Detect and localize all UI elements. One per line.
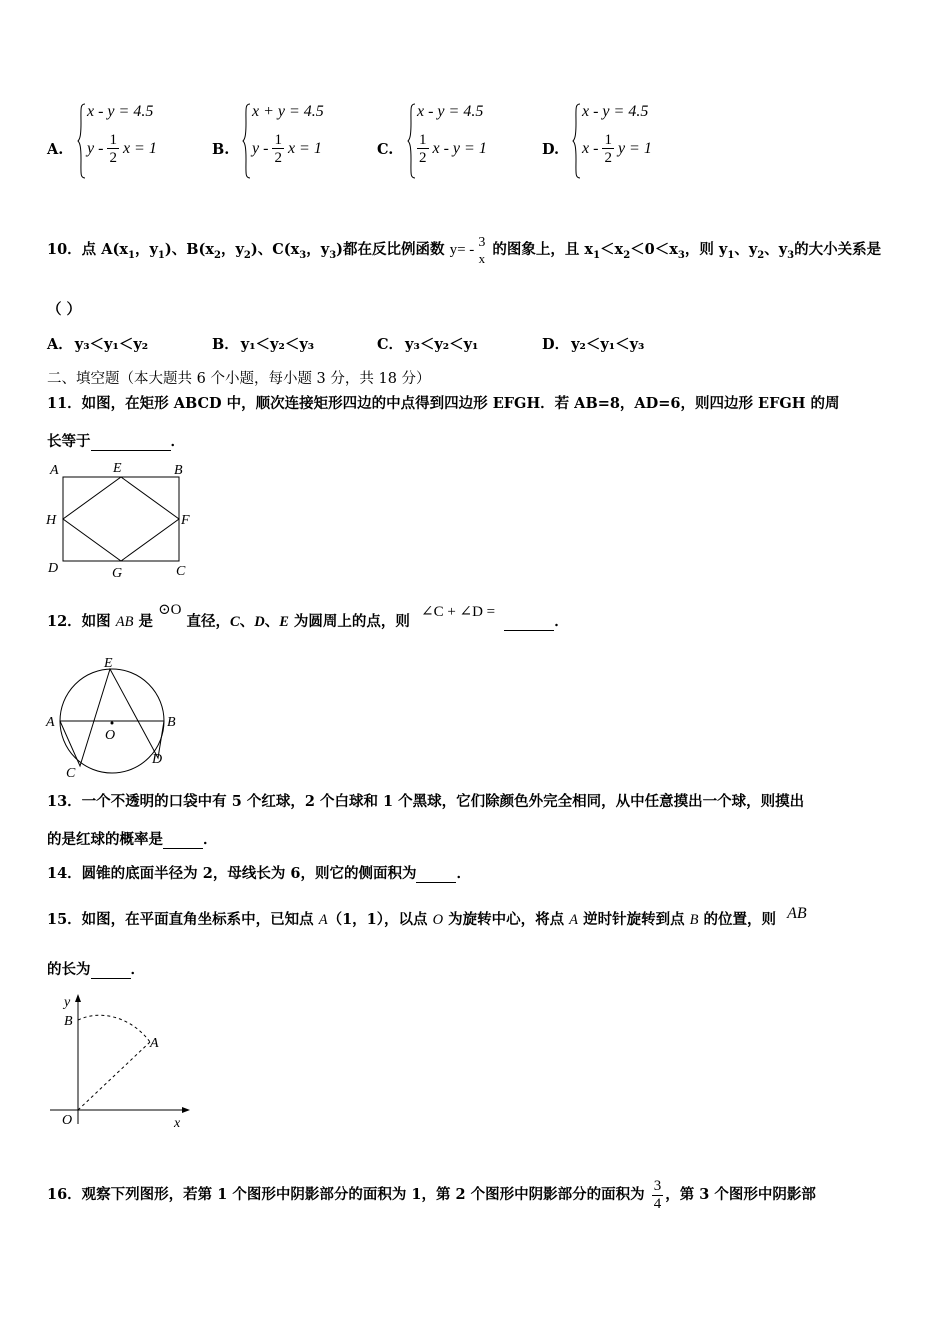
q10-option[interactable]: B． y₁＜y₂＜y₃ (212, 336, 315, 353)
brace-icon (572, 103, 582, 179)
q11-line2: 长等于 ． (47, 433, 185, 450)
q13-line1: 13．一个不透明的口袋中有 5 个红球，2 个白球和 1 个黑球，它们除颜色外完全相同，从中任意摸出一个球，则摸出 (47, 793, 805, 810)
equation-1: x - y = 4.5 (87, 103, 154, 120)
arc-ab-path (78, 1015, 150, 1042)
label-d: D (152, 752, 163, 767)
q9-equation-system (572, 103, 682, 179)
label-b: B (64, 1014, 73, 1029)
q12-circle-figure (42, 650, 192, 782)
label-a: A (150, 1036, 159, 1051)
center-dot (111, 722, 114, 725)
brace-icon (407, 103, 417, 179)
q9-equation-system (407, 103, 517, 179)
label-a: A (50, 463, 59, 478)
q12-stem: 12．如图 AB 是 ⊙O 直径，C、D、E 为圆周上的点，则 ∠C + ∠D = ． (47, 602, 569, 630)
label-c: C (176, 564, 186, 579)
q10-stem: 10．点 $A(x_1$，$y_1$)、$B(x_2$，$y_2$)、$C(x_3$，$y_3$)都在反比例函数 y= - 3 x 的图象上，且 $x_1<x_2<0<x_3$，则 $y_1$、$y_2$、$y_3$的大小关系是 (47, 235, 882, 266)
q10-paren: （ ） (47, 301, 82, 318)
label-f: F (181, 513, 190, 528)
label-d: D (48, 561, 59, 576)
label-b: B (167, 715, 176, 730)
quad-efgh (63, 477, 179, 561)
brace-icon (77, 103, 87, 179)
q10-function: y= - 3 x (449, 235, 486, 266)
q9-option-label[interactable]: B. (212, 141, 230, 158)
q9-equation-system (77, 103, 187, 179)
brace-icon (242, 103, 252, 179)
q13-line2: 的是红球的概率是 ． (47, 831, 218, 848)
label-x: x (174, 1116, 181, 1131)
arc-ab: AB (787, 905, 807, 922)
equation-1: x + y = 4.5 (252, 103, 324, 120)
label-o: O (62, 1113, 73, 1128)
q12-answer-blank[interactable] (504, 613, 554, 631)
label-e: E (113, 461, 122, 476)
q10-option[interactable]: D． y₂＜y₁＜y₃ (542, 336, 645, 353)
q16-fraction: $\frac{3}{4}$ (653, 1178, 662, 1212)
label-c: C (66, 766, 76, 781)
q9-option-label[interactable]: D. (542, 141, 560, 158)
q11-rectangle-figure (42, 456, 202, 582)
q15-answer-blank[interactable] (91, 961, 131, 979)
q11-line1: 11．如图，在矩形 ABCD 中，顺次连接矩形四边的中点得到四边形 EFGH．若 AB=8，AD=6，则四边形 EFGH 的周 (47, 395, 840, 412)
q15-stem: 15．如图，在平面直角坐标系中，已知点 A（1，1），以点 O 为旋转中心，将点 A 逆时针旋转到点 B 的位置，则 AB (47, 905, 807, 928)
circle-o-symbol: ⊙O (158, 602, 182, 618)
equation-2: $\frac{1}{2}$ x - y = 1 (419, 132, 487, 166)
q16-stem: 16．观察下列图形，若第 1 个图形中阴影部分的面积为 1，第 2 个图形中阴影部分的面积为 $\frac{3}{4}$ ，第 3 个图形中阴影部 (47, 1178, 816, 1212)
equation-2: y - $\frac{1}{2}$ x = 1 (252, 132, 322, 166)
label-y: y (64, 995, 71, 1010)
q9-equation-system (242, 103, 352, 179)
angle-expression: ∠C + ∠D = (421, 604, 496, 620)
label-a: A (46, 715, 55, 730)
equation-2: y - $\frac{1}{2}$ x = 1 (87, 132, 157, 166)
section-heading: 二、填空题（本大题共 6 个小题，每小题 3 分，共 18 分） (47, 371, 431, 387)
label-o: O (105, 728, 116, 743)
segment-oa (78, 1042, 150, 1110)
q9-option-label[interactable]: C. (377, 141, 394, 158)
rect-abcd (63, 477, 179, 561)
label-e: E (104, 656, 113, 671)
equation-1: x - y = 4.5 (582, 103, 649, 120)
q11-answer-blank[interactable] (91, 433, 171, 451)
q15-line2: 的长为 ． (47, 961, 145, 978)
q14-answer-blank[interactable] (416, 865, 456, 883)
label-b: B (174, 463, 183, 478)
q14-stem: 14．圆锥的底面半径为 2，母线长为 6，则它的侧面积为 ． (47, 865, 471, 882)
q15-coordinate-figure (44, 992, 194, 1132)
label-g: G (112, 566, 123, 581)
q10-option[interactable]: A． y₃＜y₁＜y₂ (47, 336, 149, 353)
equation-2: x - $\frac{1}{2}$ y = 1 (582, 132, 652, 166)
label-h: H (46, 513, 57, 528)
equation-1: x - y = 4.5 (417, 103, 484, 120)
q13-answer-blank[interactable] (163, 831, 203, 849)
q9-option-label[interactable]: A. (47, 141, 64, 158)
q10-option[interactable]: C． y₃＜y₂＜y₁ (377, 336, 479, 353)
